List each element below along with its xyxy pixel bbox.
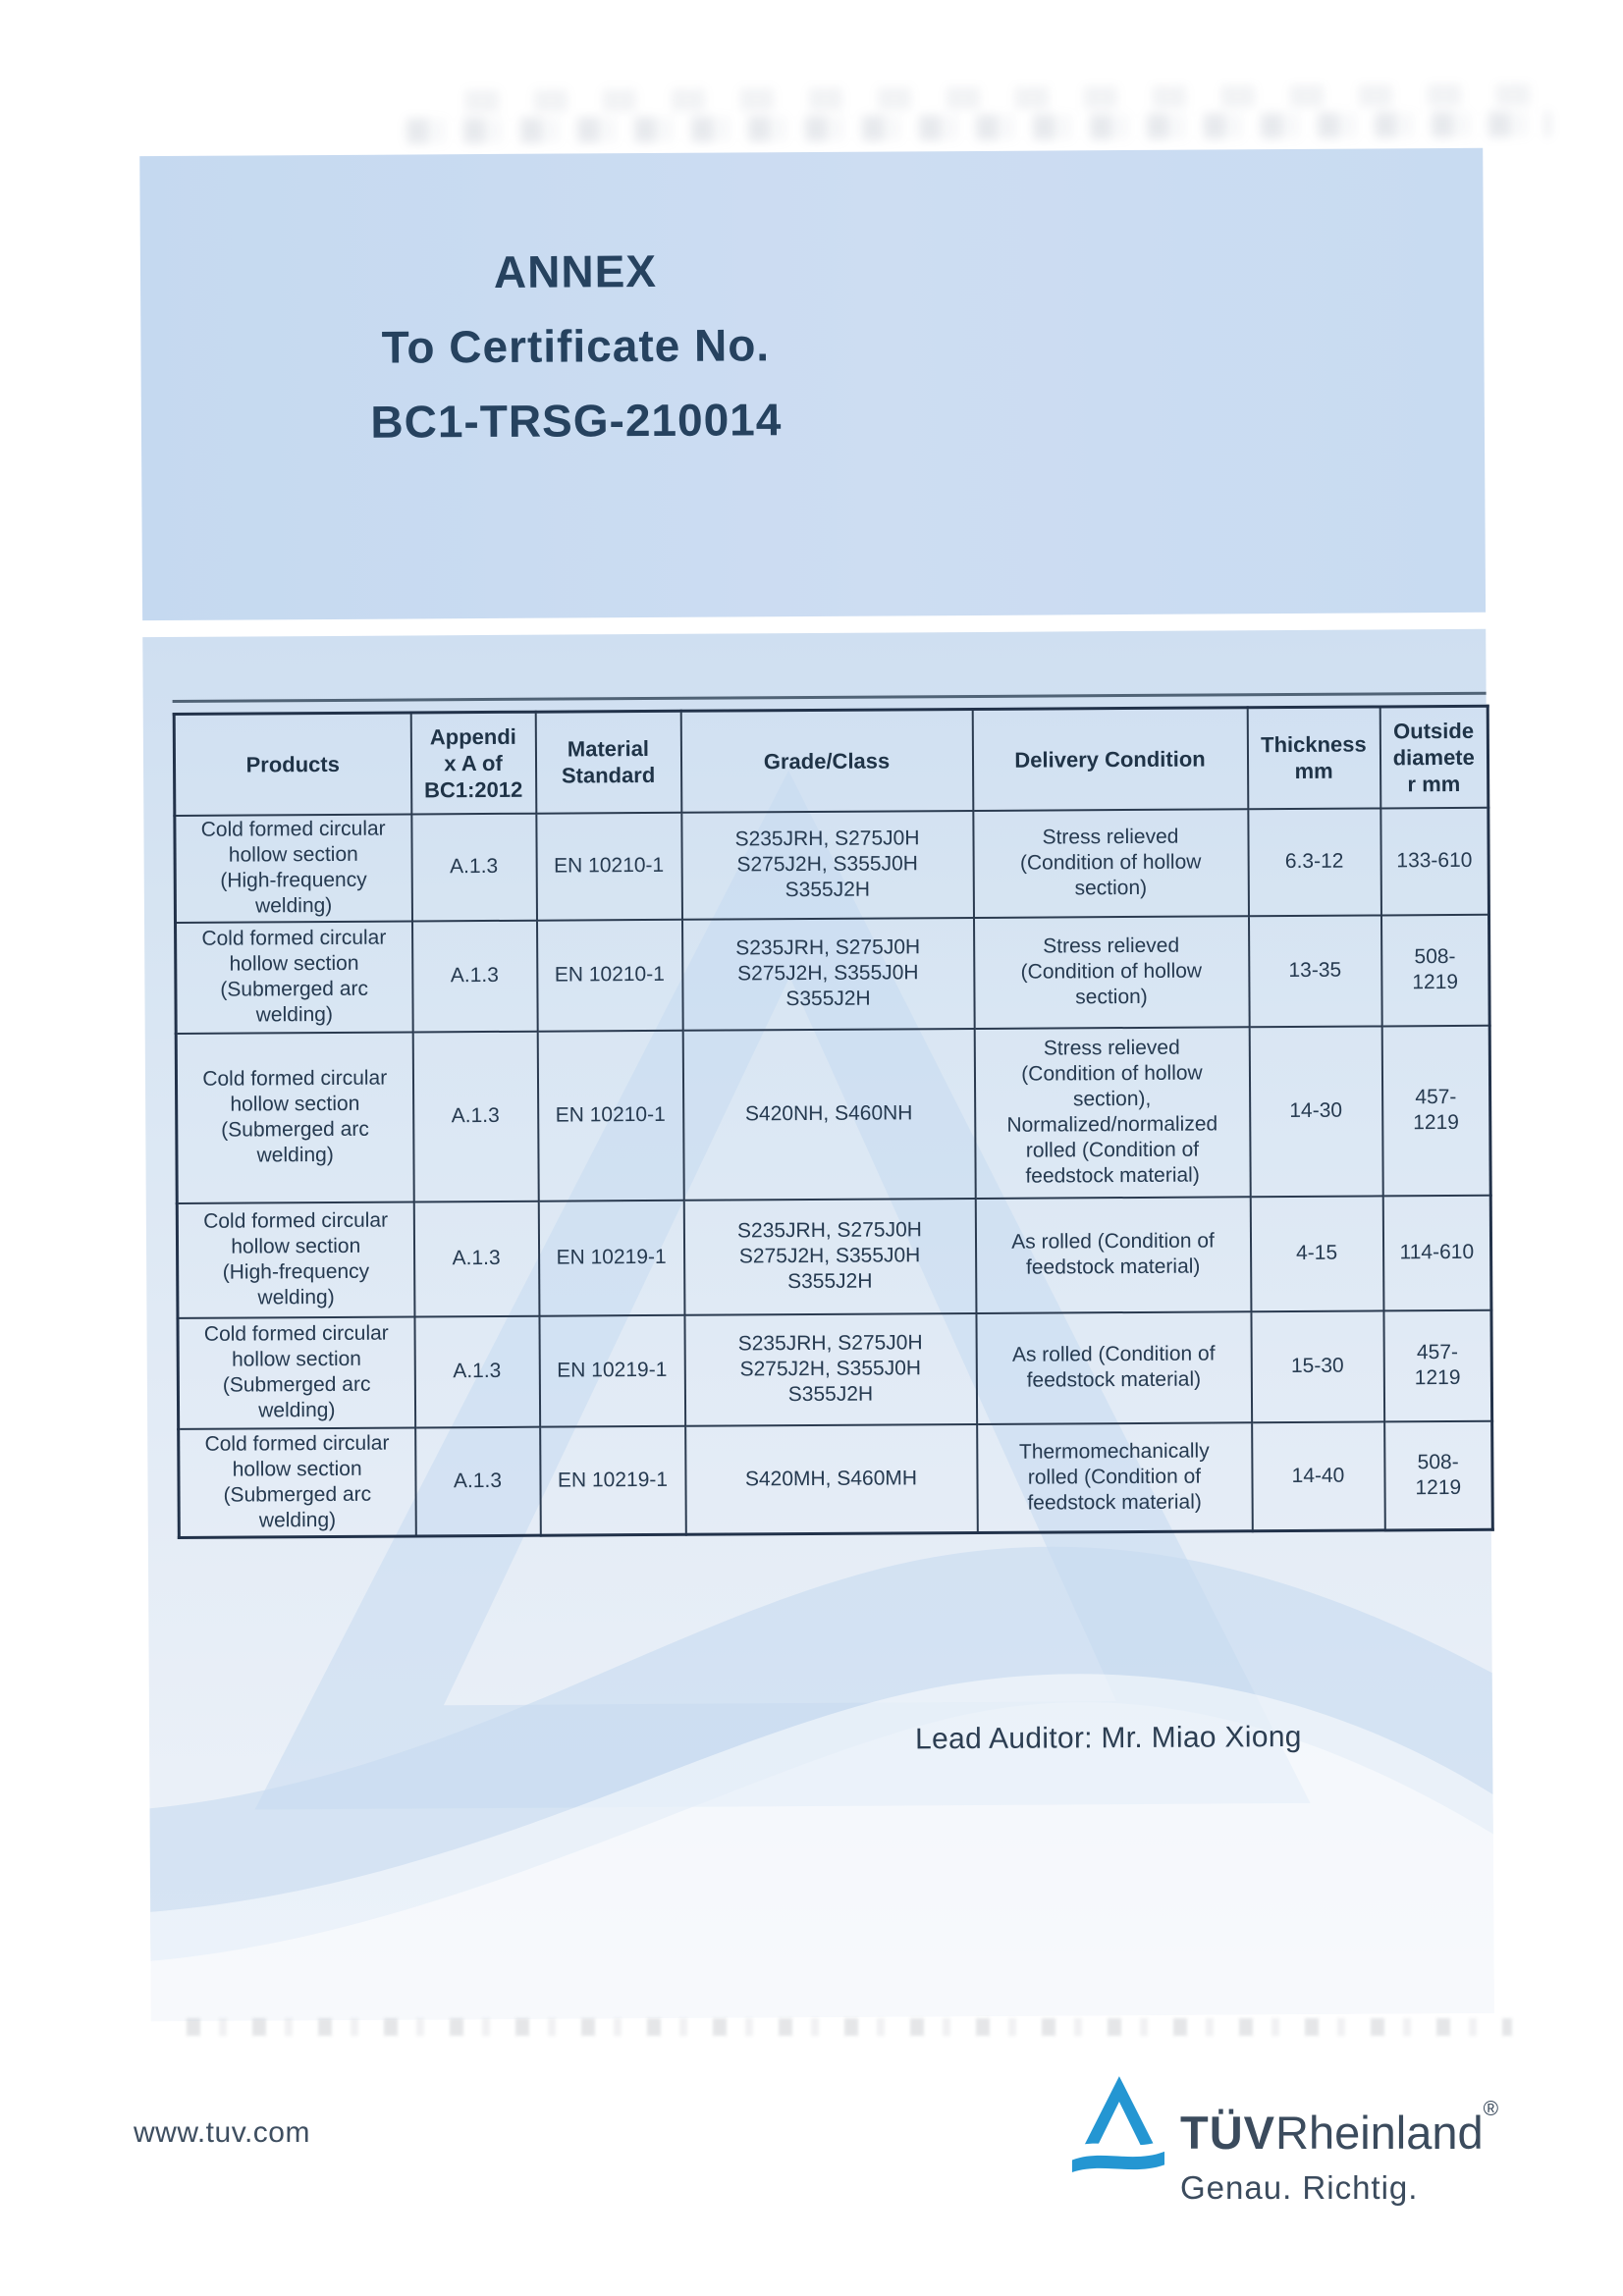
cell-thickness: 14-30 [1249, 1026, 1382, 1197]
cell-diameter: 457- 1219 [1383, 1309, 1492, 1421]
table-row [177, 1195, 1491, 1317]
cell-standard: EN 10219-1 [538, 1200, 684, 1315]
cell-standard: EN 10210-1 [537, 1030, 683, 1201]
cell-delivery: As rolled (Condition of feedstock material) [975, 1197, 1251, 1313]
cell-thickness: 13-35 [1248, 915, 1381, 1027]
tuv-rheinland-logo [1070, 2073, 1498, 2207]
col-header-delivery-condition: Delivery Condition [972, 708, 1248, 811]
table-header-row [174, 706, 1488, 815]
col-header-outside-diameter: Outside diamete r mm [1380, 706, 1488, 808]
col-header-material-standard: Material Standard [535, 711, 681, 813]
cell-delivery: Stress relieved (Condition of hollow section) [973, 916, 1249, 1029]
table-row [176, 914, 1490, 1033]
website-text: www.tuv.com [134, 2116, 310, 2149]
cell-grade: S235JRH, S275J0H S275J2H, S355J0H S355J2H [684, 1312, 977, 1425]
cell-delivery: Thermomechanically rolled (Condition of feedstock material) [977, 1422, 1253, 1533]
tuv-triangle-icon [1070, 2073, 1164, 2177]
title-line-certificate-number: BC1-TRSG-210014 [370, 394, 783, 448]
cell-grade: S420NH, S460NH [682, 1028, 975, 1200]
cell-product: Cold formed circular hollow section (High-frequency welding) [177, 1201, 414, 1317]
cell-diameter: 133-610 [1380, 807, 1489, 915]
cell-thickness: 14-40 [1252, 1421, 1385, 1531]
cell-diameter: 114-610 [1382, 1195, 1491, 1310]
cell-diameter: 508- 1219 [1380, 914, 1489, 1026]
cell-standard: EN 10210-1 [537, 919, 683, 1031]
title-line-to-certificate: To Certificate No. [381, 319, 771, 373]
cell-appendix: A.1.3 [412, 920, 538, 1032]
cell-grade: S235JRH, S275J0H S275J2H, S355J0H S355J2H [681, 917, 974, 1030]
cell-thickness: 6.3-12 [1248, 808, 1381, 916]
cell-thickness: 4-15 [1250, 1196, 1383, 1311]
col-header-products: Products [174, 713, 411, 815]
cell-product: Cold formed circular hollow section (Submerged arc welding) [176, 1032, 413, 1202]
cell-delivery: As rolled (Condition of feedstock material) [976, 1311, 1252, 1424]
lead-auditor-text: Lead Auditor: Mr. Miao Xiong [915, 1720, 1302, 1756]
cell-grade: S235JRH, S275J0H S275J2H, S355J0H S355J2H [681, 810, 974, 919]
scan-bleed-artifact [406, 83, 1550, 149]
cell-diameter: 508- 1219 [1384, 1420, 1493, 1530]
cell-diameter: 457- 1219 [1381, 1025, 1490, 1196]
cell-standard: EN 10219-1 [539, 1314, 685, 1426]
certificate-title [140, 232, 1011, 460]
product-scope-table [173, 705, 1494, 1539]
cell-grade: S235JRH, S275J0H S275J2H, S355J0H S355J2H [683, 1198, 976, 1314]
scan-noise-artifact [187, 2018, 1512, 2036]
cell-grade: S420MH, S460MH [685, 1423, 978, 1534]
cell-delivery: Stress relieved (Condition of hollow section) [973, 809, 1249, 918]
cell-appendix: A.1.3 [412, 1031, 538, 1201]
table-row [178, 1309, 1492, 1428]
cell-appendix: A.1.3 [414, 1315, 540, 1427]
col-header-grade-class: Grade/Class [680, 709, 973, 812]
cell-thickness: 15-30 [1251, 1310, 1384, 1422]
col-header-appendix: Appendi x A of BC1:2012 [410, 712, 536, 814]
cell-standard: EN 10219-1 [540, 1425, 686, 1535]
cell-product: Cold formed circular hollow section (Submerged arc welding) [176, 921, 413, 1033]
brand-text [1180, 2073, 1498, 2207]
cell-product: Cold formed circular hollow section (High-frequency welding) [175, 814, 412, 922]
table-row [179, 1420, 1493, 1537]
brand-rheinland: Rheinland [1275, 2107, 1484, 2159]
cell-appendix: A.1.3 [413, 1201, 539, 1316]
cell-product: Cold formed circular hollow section (Submerged arc welding) [178, 1316, 415, 1428]
brand-name-line [1180, 2098, 1499, 2159]
cell-delivery: Stress relieved (Condition of hollow section), Normalized/normalized rolled (Condition of feedstock material) [974, 1027, 1250, 1199]
registered-mark: ® [1483, 2098, 1499, 2120]
cell-standard: EN 10210-1 [536, 812, 682, 920]
cell-product: Cold formed circular hollow section (Submerged arc welding) [179, 1427, 416, 1537]
brand-tagline: Genau. Richtig. [1180, 2169, 1419, 2206]
table-row [175, 807, 1489, 922]
brand-tuv: TÜV [1180, 2107, 1275, 2159]
cell-appendix: A.1.3 [411, 813, 537, 921]
table-row [176, 1025, 1490, 1202]
cell-appendix: A.1.3 [415, 1426, 541, 1536]
col-header-thickness: Thickness mm [1247, 707, 1380, 809]
title-line-annex: ANNEX [493, 244, 658, 297]
header-panel [139, 148, 1486, 620]
